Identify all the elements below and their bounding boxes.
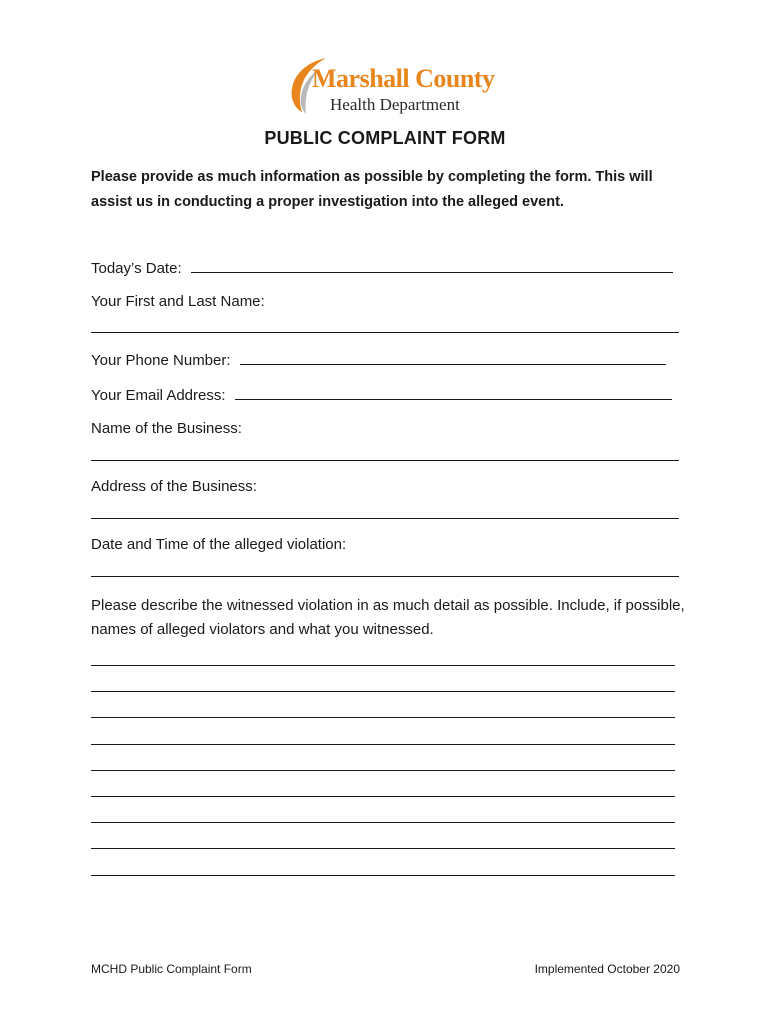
instructions-text: Please provide as much information as possible by completing the form. This will assist us in conducting a proper investigation into the alleged event. bbox=[91, 169, 653, 210]
business-name-input-line[interactable] bbox=[91, 460, 679, 461]
business-address-field bbox=[91, 478, 257, 495]
description-input-line[interactable] bbox=[91, 848, 675, 849]
footer-form-name: MCHD Public Complaint Form bbox=[91, 962, 252, 976]
business-name-label: Name of the Business: bbox=[91, 420, 242, 437]
phone-input-line[interactable] bbox=[240, 350, 666, 365]
department-logo bbox=[282, 52, 495, 122]
email-field bbox=[91, 385, 672, 404]
footer-implemented-date: Implemented October 2020 bbox=[534, 962, 680, 976]
description-prompt: Please describe the witnessed violation in as much detail as possible. Include, if possible, names of alleged violators and what you witnessed. bbox=[91, 597, 685, 638]
name-field bbox=[91, 293, 265, 310]
phone-label: Your Phone Number: bbox=[91, 352, 231, 369]
violation-datetime-label: Date and Time of the alleged violation: bbox=[91, 536, 347, 553]
description-input-line[interactable] bbox=[91, 875, 675, 876]
description-input-line[interactable] bbox=[91, 744, 675, 745]
description-input-line[interactable] bbox=[91, 796, 675, 797]
todays-date-input-line[interactable] bbox=[191, 258, 673, 273]
violation-datetime-input-line[interactable] bbox=[91, 576, 679, 577]
todays-date-label: Today’s Date: bbox=[91, 260, 182, 277]
email-label: Your Email Address: bbox=[91, 387, 226, 404]
todays-date-field bbox=[91, 258, 673, 277]
description-input-line[interactable] bbox=[91, 822, 675, 823]
description-input-line[interactable] bbox=[91, 691, 675, 692]
business-address-label: Address of the Business: bbox=[91, 478, 257, 495]
name-input-line[interactable] bbox=[91, 332, 679, 333]
name-label: Your First and Last Name: bbox=[91, 293, 265, 310]
description-input-line[interactable] bbox=[91, 717, 675, 718]
business-name-field bbox=[91, 420, 242, 437]
phone-field bbox=[91, 350, 666, 369]
email-input-line[interactable] bbox=[235, 385, 672, 400]
description-input-line[interactable] bbox=[91, 770, 675, 771]
business-address-input-line[interactable] bbox=[91, 518, 679, 519]
page-title: PUBLIC COMPLAINT FORM bbox=[264, 128, 506, 148]
logo-title: Marshall County bbox=[312, 64, 495, 93]
logo-subtitle: Health Department bbox=[330, 95, 460, 114]
violation-datetime-field bbox=[91, 536, 346, 553]
description-input-line[interactable] bbox=[91, 665, 675, 666]
